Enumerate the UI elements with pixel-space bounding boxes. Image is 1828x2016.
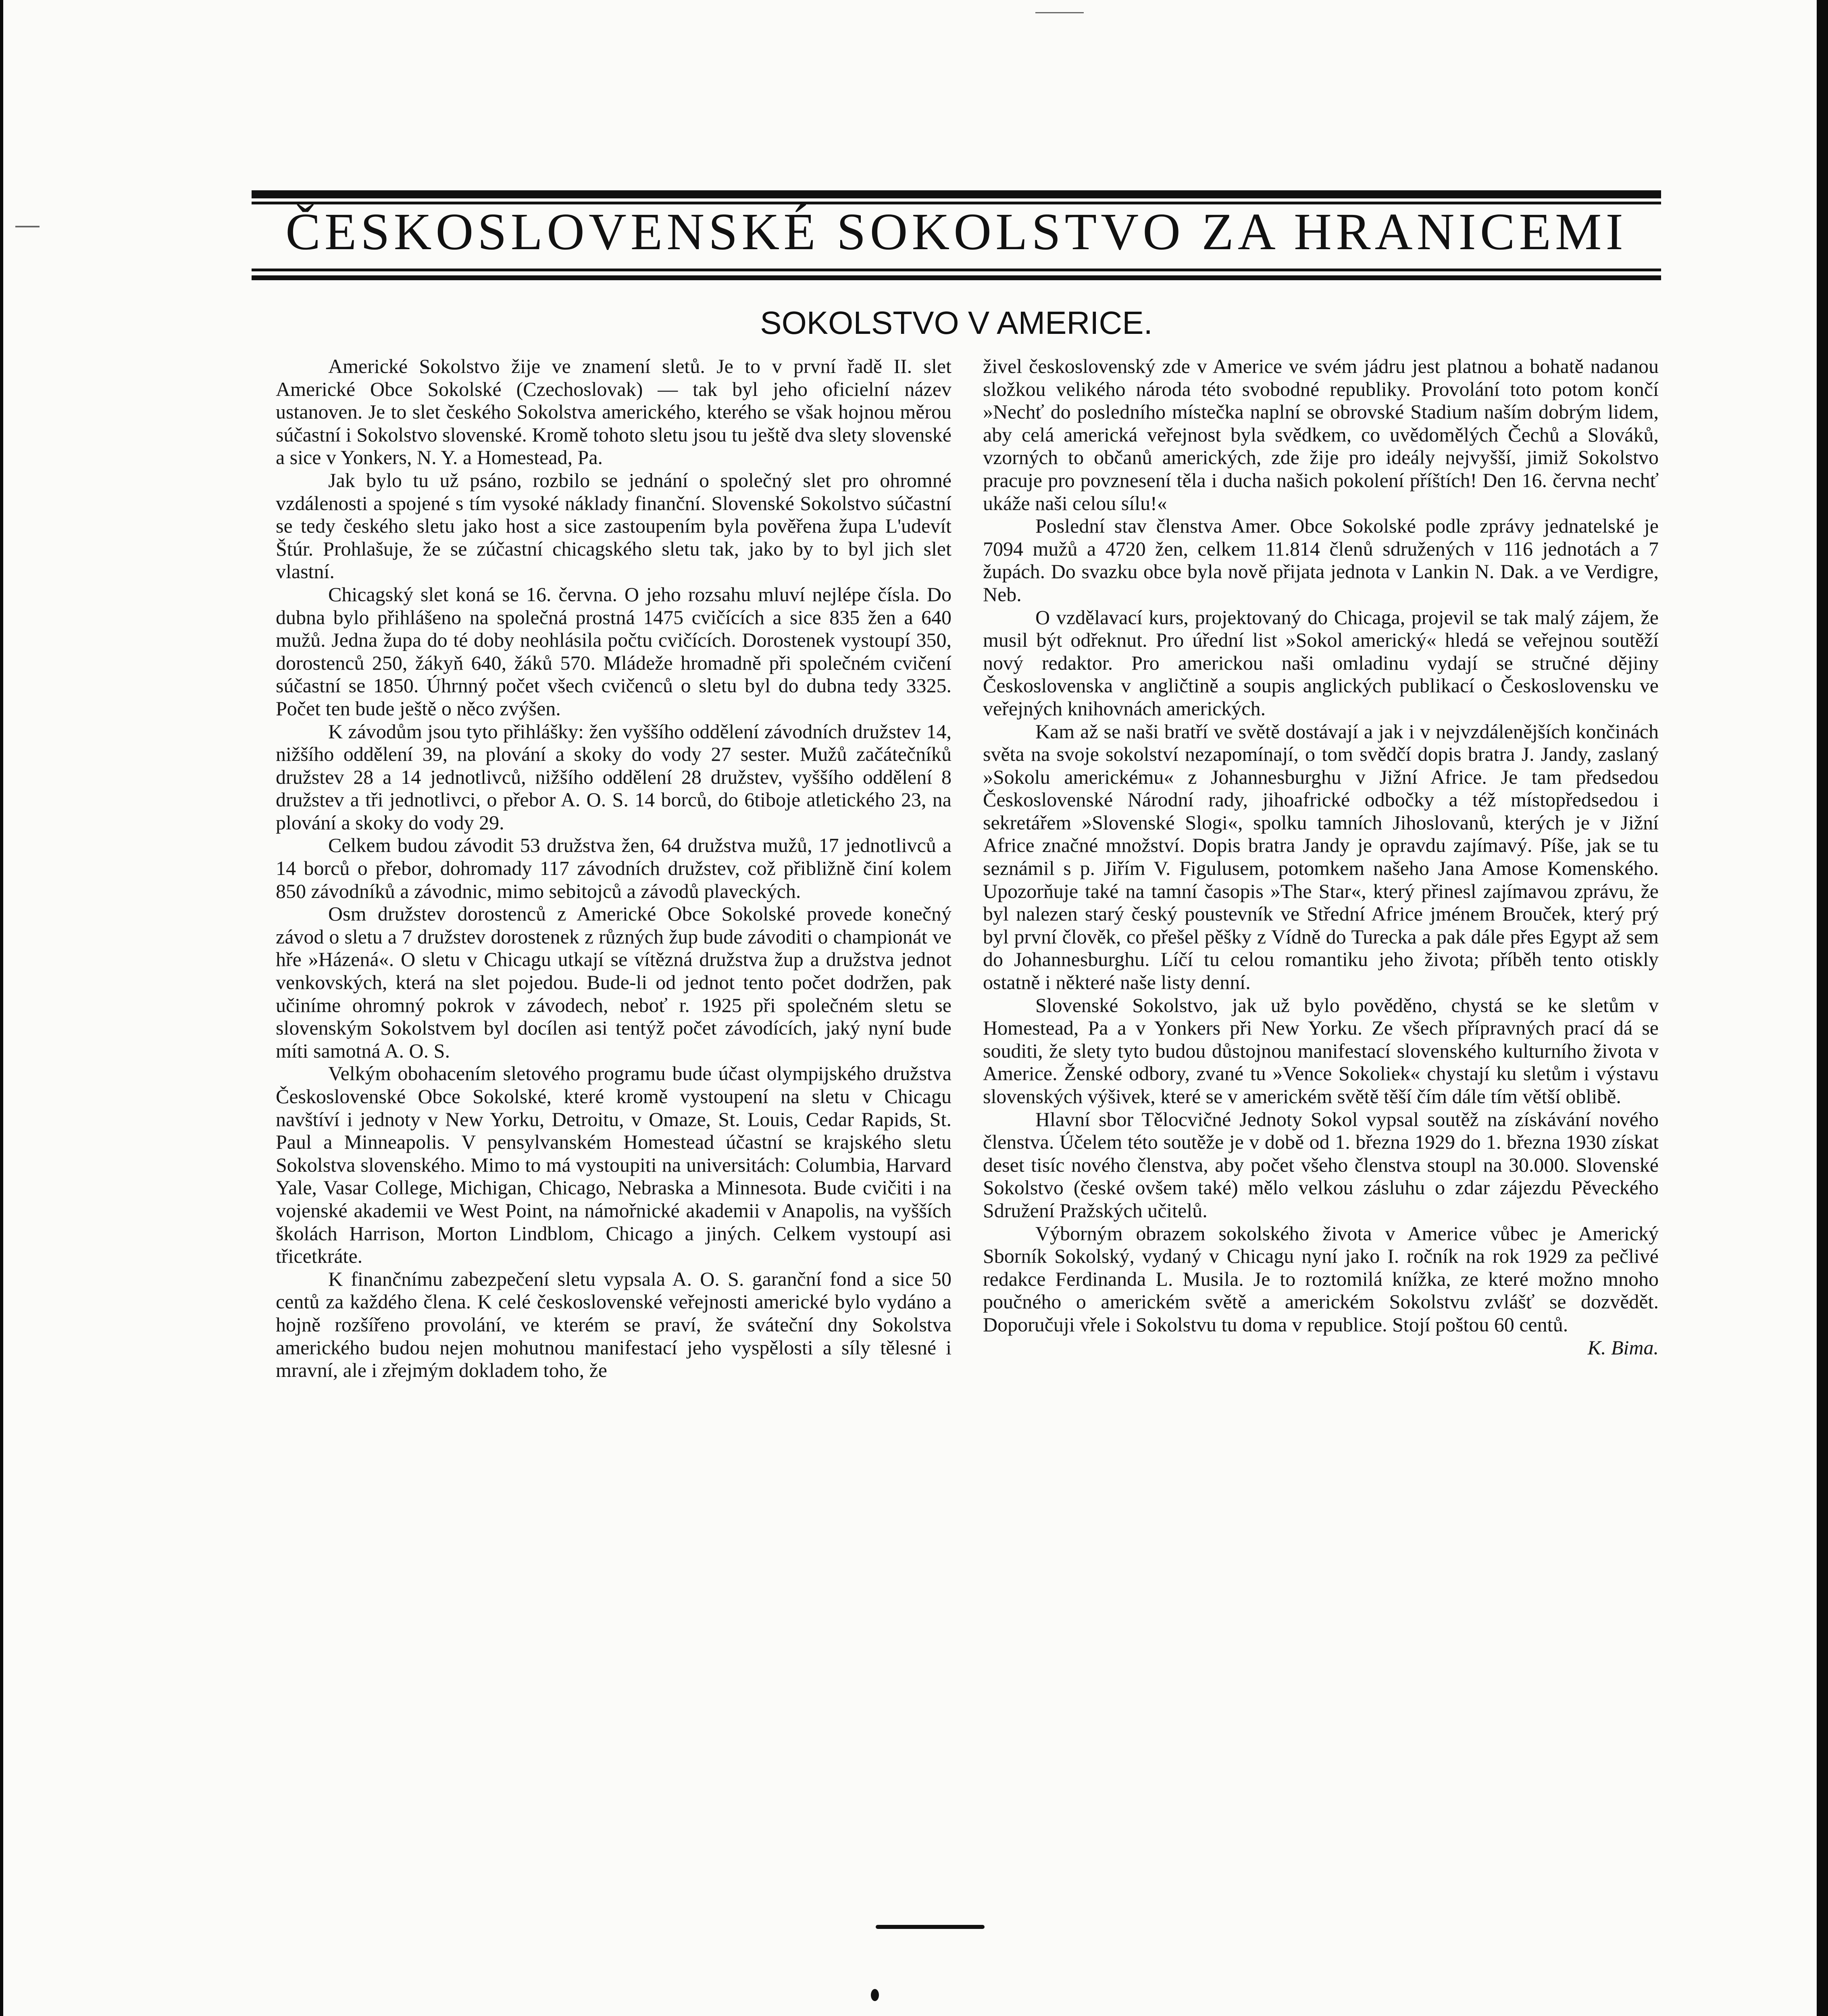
article-column-right	[983, 355, 1659, 1359]
paragraph: K závodům jsou tyto přihlášky: žen vyššího oddělení závodních družstev 14, nižšího oddělení 39, na plování a skoky do vody 27 sester. Mužů začátečníků družstev 28 a 14 jednotlivců, nižšího oddělení 28 družstev, vyššího oddělení 8 družstev a tři jednotlivci, o přebor A. O. S. 14 borců, do 6tiboje atletického 23, na plování a skoky do vody 29.	[276, 720, 951, 834]
paragraph: Hlavní sbor Tělocvičné Jednoty Sokol vypsal soutěž na získávání nového členstva. Účelem této soutěže je v době od 1. března 1929 do 1. března 1930 získat deset tisíc nového členstva, aby počet všeho členstva stoupl na 30.000. Slovenské Sokolstvo (české ovšem také) mělo velkou zásluhu o zdar zájezdu Pěveckého Sdružení Pražských učitelů.	[983, 1108, 1659, 1222]
paragraph: Chicagský slet koná se 16. června. O jeho rozsahu mluví nejlépe čísla. Do dubna bylo přihlášeno na společná prostná 1475 cvičících a sice 835 žen a 640 mužů. Jedna župa do té doby neohlásila počtu cvičících. Dorostenek vystoupí 350, dorostenců 250, žákyň 640, žáků 570. Mládeže hromadně při společném cvičení súčastní se 1850. Úhrnný počet všech cvičenců o sletu byl do dubna tedy 3325. Počet ten bude ještě o něco zvýšen.	[276, 583, 951, 720]
section-title: ČESKOSLOVENSKÉ SOKOLSTVO ZA HRANICEMI	[285, 203, 1627, 261]
scan-speck	[15, 226, 40, 227]
paragraph: Osm družstev dorostenců z Americké Obce Sokolské provede konečný závod o sletu a 7 družstev dorostenek z různých žup bude závoditi o championát ve hře »Házená«. O sletu v Chicagu utkají se vítězná družstva žup a družstva jednot venkovských, která na slet pojedou. Bude-li od jednot tento počet dodržen, pak učiníme ohromný pokrok v závodech, neboť r. 1925 při společném sletu se slovenským Sokolstvem byl docílen asi tentýž počet závodících, jaký nyní bude míti samotná A. O. S.	[276, 902, 951, 1062]
paragraph: Celkem budou závodit 53 družstva žen, 64 družstva mužů, 17 jednotlivců a 14 borců o přebor, dohromady 117 závodních družstev, což přibližně činí kolem 850 závodníků a závodnic, mimo sebitojců a závodů plaveckých.	[276, 834, 951, 902]
author-signature	[983, 1336, 1659, 1359]
bottom-rule-thin	[252, 269, 1661, 271]
paragraph: K finančnímu zabezpečení sletu vypsala A. O. S. garanční fond a sice 50 centů za každého člena. K celé československé veřejnosti americké bylo vydáno a hojně rozšířeno provolání, ve kterém se praví, že sváteční dny Sokolstva amerického budou nejen mohutnou manifestací jeho vyspělosti a síly tělesné i mravní, ale i zřejmým dokladem toho, že	[276, 1267, 951, 1382]
scan-speck	[1035, 12, 1084, 13]
paragraph: živel československý zde v Americe ve svém jádru jest platnou a bohatě nadanou složkou velikého národa této svobodné republiky. Provolání toto potom končí »Nechť do posledního místečka naplní se obrovské Stadium naším dobrým lidem, aby celá americká veřejnost byla svědkem, co uvědomělých Čechů a Slováků, vzorných to občanů amerických, zde žije pro ideály nejvyšší, jimiž Sokolstvo pracuje pro povznesení těla i ducha našich pokolení příštích! Den 16. června nechť ukáže naši celou sílu!«	[983, 355, 1659, 514]
top-rule-thick	[252, 190, 1661, 198]
paragraph: Americké Sokolstvo žije ve znamení sletů. Je to v první řadě II. slet Americké Obce Sokolské (Czechoslovak) — tak byl jeho oficielní název ustanoven. Je to slet českého Sokolstva amerického, kterého se však hojnou měrou súčastní i Sokolstvo slovenské. Kromě tohoto sletu jsou tu ještě dva slety slovenské a sice v Yonkers, N. Y. a Homestead, Pa.	[276, 355, 951, 469]
paragraph: Výborným obrazem sokolského života v Americe vůbec je Americký Sborník Sokolský, vydaný v Chicagu nyní jako I. ročník na rok 1929 za pečlivé redakce Ferdinanda L. Musila. Je to roztomilá knížka, ze které možno mnoho poučného o americkém světě a americkém Sokolstvu zvlášť se dozvědět. Doporučuji vřele i Sokolstvu tu doma v republice. Stojí poštou 60 centů.	[983, 1222, 1659, 1336]
paragraph: Velkým obohacením sletového programu bude účast olympijského družstva Československé Obce Sokolské, které kromě vystoupení na sletu v Chicagu navštíví i jednoty v New Yorku, Detroitu, v Omaze, St. Louis, Cedar Rapids, St. Paul a Minneapolis. V pensylvanském Homestead účastní se krajského sletu Sokolstva slovenského. Mimo to má vystoupiti na universitách: Columbia, Harvard Yale, Vasar College, Michigan, Chicago, Nebraska a Minnesota. Bude cvičiti i na vojenské akademii ve West Point, na námořnické akademii v Anapolis, na vyšších školách Harrison, Morton Lindblom, Chicago a jiných. Celkem vystoupí asi třicetkráte.	[276, 1062, 951, 1268]
page	[3, 0, 1817, 2016]
paragraph: Kam až se naši bratří ve světě dostávají a jak i v nejvzdálenějších končinách světa na svoje sokolství nezapomínají, o tom svědčí dopis bratra J. Jandy, zaslaný »Sokolu americkému« z Johannesburghu v Jižní Africe. Je tam předsedou Československé Národní rady, jihoafrické odbočky a též místopředsedou i sekretářem »Slovenské Slogi«, spolku tamních Jihoslovanů, kterých je v Jižní Africe značné množství. Dopis bratra Jandy je opravdu zajímavý. Píše, jak se tu seznámil s p. Jiřím V. Figulusem, potomkem našeho Jana Amose Komenského. Upozorňuje také na tamní časopis »The Star«, který přinesl zajímavou zprávu, že byl nalezen starý český poustevník ve Střední Africe jménem Brouček, který prý byl první člověk, co přešel pěšky z Vídně do Turecka a pak dále přes Egypt až sem do Johannesburghu. Líčí tu celou romantiku jeho života; příběh tento otiskly ostatně i některé naše listy denní.	[983, 720, 1659, 994]
end-rule	[876, 1925, 985, 1929]
paragraph: O vzdělavací kurs, projektovaný do Chicaga, projevil se tak malý zájem, že musil být odřeknut. Pro úřední list »Sokol americký« hledá se veřejnou soutěží nový redaktor. Pro americkou naši omladinu vydají se stručné dějiny Československa v angličtině a soupis anglických publikací o Československu ve veřejných knihovnách amerických.	[983, 606, 1659, 720]
end-ornament-dot	[871, 1989, 879, 2001]
article-column-left	[276, 355, 951, 1382]
author-name: K. Bima.	[1587, 1336, 1659, 1359]
bottom-rule-thick	[252, 275, 1661, 280]
paragraph: Jak bylo tu už psáno, rozbilo se jednání o společný slet pro ohromné vzdálenosti a spojené s tím vysoké náklady finanční. Slovenské Sokolstvo súčastní se tedy českého sletu jako host a sice zastoupením byla pověřena župa L'udevít Štúr. Prohlašuje, že se zúčastní chicagského sletu tak, jako by to byl jich slet vlastní.	[276, 469, 951, 583]
paragraph: Slovenské Sokolstvo, jak už bylo pověděno, chystá se ke sletům v Homestead, Pa a v Yonkers při New Yorku. Ze všech přípravných prací dá se souditi, že slety tyto budou důstojnou manifestací slovenského kulturního života v Americe. Ženské odbory, zvané tu »Vence Sokoliek« chystají ku sletům i výstavu slovenských výšivek, které se v americkém světě těší čím dále tím větší oblibě.	[983, 993, 1659, 1108]
article-title: SOKOLSTVO V AMERICE.	[760, 305, 1153, 341]
paragraph: Poslední stav členstva Amer. Obce Sokolské podle zprávy jednatelské je 7094 mužů a 4720 žen, celkem 11.814 členů sdružených v 116 jednotách a 7 župách. Do svazku obce byla nově přijata jednota v Lankin N. Dak. a ve Verdigre, Neb.	[983, 514, 1659, 606]
